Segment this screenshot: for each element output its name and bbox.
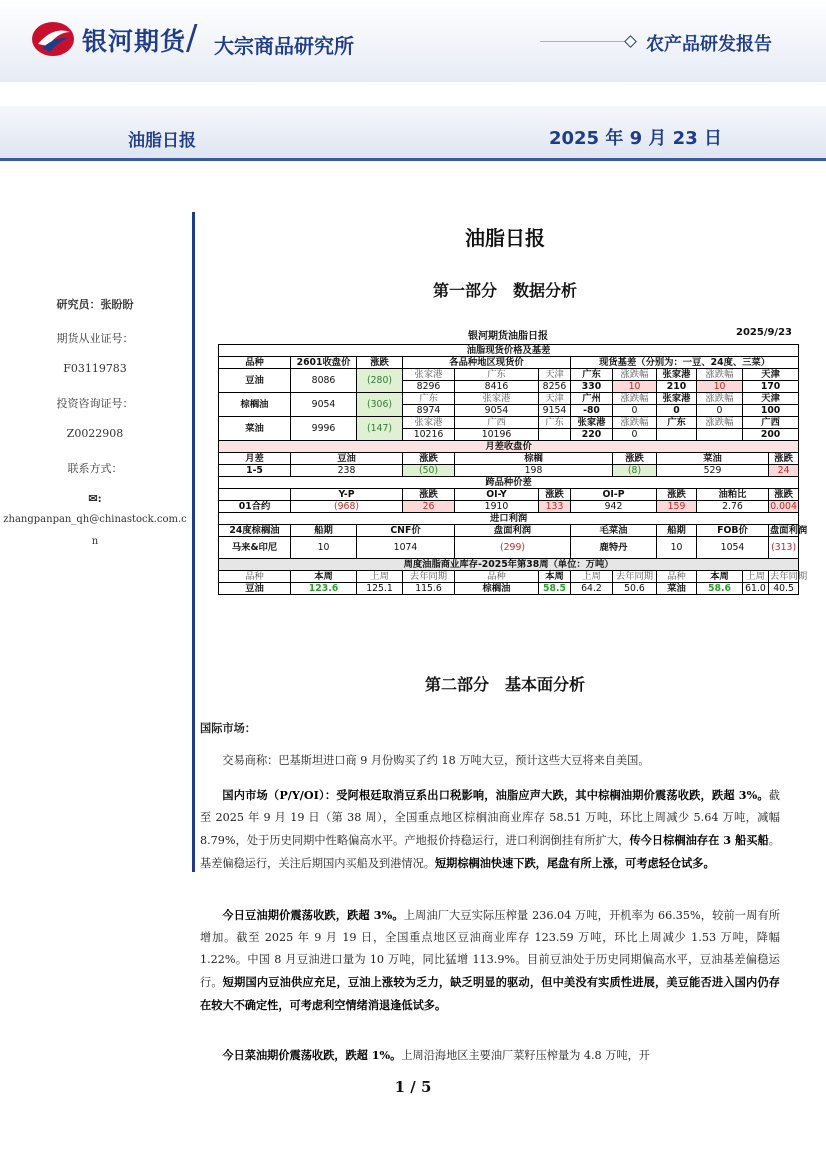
spread-value: 238 — [291, 465, 403, 477]
basis-value: 100 — [743, 405, 799, 417]
spread-label: 1-5 — [219, 465, 291, 477]
galaxy-logo-icon — [30, 20, 76, 58]
intl-text: 交易商称：巴基斯坦进口商 9 月份购买了约 18 万吨大豆，预计这些大豆将来自美国。 — [222, 754, 650, 767]
price-cell: 9054 — [455, 405, 539, 417]
variety-cell: 棕榈油 — [219, 393, 291, 417]
cross-value: 1910 — [455, 501, 539, 513]
license-number: F03119783 — [63, 362, 127, 375]
basis-value: 170 — [743, 381, 799, 393]
stock-header: 品种 — [657, 571, 697, 583]
header-line — [540, 41, 626, 42]
price-cell: 9154 — [539, 405, 571, 417]
brand-name: 银河期货 — [82, 27, 187, 56]
rape-lead: 今日菜油期价震荡收跌，跌超 1%。 — [222, 1048, 402, 1062]
cross-label: 01合约 — [219, 501, 291, 513]
region-cell: 张家港 — [403, 417, 455, 429]
basis-chg: 0 — [613, 405, 657, 417]
variety-cell: 菜油 — [219, 417, 291, 441]
cross-chg: 133 — [539, 501, 571, 513]
price-cell — [539, 429, 571, 441]
spread-chg: (50) — [403, 465, 455, 477]
import-cell: (299) — [455, 537, 571, 559]
chg-cell: (147) — [357, 417, 403, 441]
soy-view: 短期国内豆油供应充足，豆油上涨较为乏力，缺乏明显的驱动，但中美没有实质性进展，美豆能否进入国内仍存在较大不确定性，可考虑利空情绪消退逢低试多。 — [200, 975, 780, 1012]
palm-text2: 。基差偏稳运行，关注后期国内买船及到港情况。 — [200, 834, 780, 870]
region-cell: 张家港 — [455, 393, 539, 405]
header-cell: OI-Y — [455, 489, 539, 501]
stock-header: 去年同期 — [613, 571, 657, 583]
stock-cell: 125.1 — [357, 583, 403, 595]
header-cell: 涨跌 — [539, 489, 571, 501]
stock-cell: 115.6 — [403, 583, 455, 595]
stock-cell: 123.6 — [291, 583, 357, 595]
section-import: 进口利润 — [219, 513, 799, 525]
import-cell: (313) — [769, 537, 799, 559]
palm-view: 短期棕榈油快速下跌，尾盘有所上涨，可考虑轻仓试多。 — [434, 856, 715, 870]
envelope-icon: ✉ — [88, 492, 98, 505]
stock-header: 本周 — [291, 571, 357, 583]
import-cell: 10 — [657, 537, 697, 559]
price-cell: 8256 — [539, 381, 571, 393]
header-cell: OI-P — [571, 489, 657, 501]
cross-chg: 0.004 — [770, 501, 797, 512]
stock-cell: 豆油 — [219, 583, 291, 595]
basis-value: -80 — [571, 405, 613, 417]
header-cell: Y-P — [291, 489, 403, 501]
stock-header: 本周 — [539, 571, 571, 583]
section-spread: 月差收盘价 — [219, 441, 799, 453]
soy-paragraph — [200, 904, 780, 1017]
close-cell: 9996 — [291, 417, 357, 441]
spread-value: 529 — [657, 465, 769, 477]
page-number: 1 / 5 — [394, 1078, 432, 1096]
rape-paragraph — [200, 1044, 780, 1067]
price-cell: 8416 — [455, 381, 539, 393]
chg-cell: (306) — [357, 393, 403, 417]
stock-header: 上周 — [743, 571, 769, 583]
diamond-icon — [624, 35, 637, 48]
basis-cell: 广东 — [571, 369, 613, 381]
palm-buy: 传今日棕榈油存在 3 船买船 — [629, 833, 769, 847]
stock-header: 品种 — [219, 571, 291, 583]
part1-heading: 第一部分 数据分析 — [432, 281, 577, 300]
palm-paragraph — [200, 784, 780, 875]
sidebar-divider — [192, 212, 195, 872]
stock-cell: 40.5 — [769, 583, 799, 595]
report-title: 油脂日报 — [128, 131, 196, 151]
stock-cell: 58.6 — [697, 583, 743, 595]
price-cell: 8974 — [403, 405, 455, 417]
stock-header: 去年同期 — [403, 571, 455, 583]
header-cell: 盘面利润 — [770, 525, 808, 536]
cross-value: 2.76 — [697, 501, 769, 513]
price-cell: 10196 — [455, 429, 539, 441]
basis-value: 330 — [571, 381, 613, 393]
basis-cell: 天津 — [743, 393, 799, 405]
basis-cell: 张家港 — [657, 369, 697, 381]
license-label: 期货从业证号： — [56, 332, 134, 345]
header-cell: 月差 — [219, 453, 291, 465]
top-header — [0, 0, 826, 82]
stock-header: 本周 — [697, 571, 743, 583]
basis-value: 210 — [657, 381, 697, 393]
header-cell: 船期 — [657, 525, 697, 537]
table-title: 银河期货油脂日报 — [468, 331, 548, 342]
soy-text: 上周油厂大豆实际压榨量 236.04 万吨，开机率为 66.35%，较前一周有所增加。截至 2025 年 9 月 19 日，全国重点地区豆油商业库存 123.59 万吨，环比上周减少 1.53 万吨，降幅 1.22%。中国 8 月豆油进口量为 10 万吨，同比猛增 113.9%。目前豆油处于历史同期偏高水平，豆油基差偏稳运行。 — [200, 909, 781, 989]
header-cell: 品种 — [219, 357, 291, 369]
basis-value — [657, 429, 697, 441]
basis-cell: 涨跌幅 — [613, 393, 657, 405]
basis-cell: 涨跌幅 — [613, 417, 657, 429]
header-cell: 涨跌 — [357, 357, 403, 369]
basis-cell: 涨跌幅 — [697, 417, 743, 429]
region-cell: 张家港 — [403, 369, 455, 381]
stock-cell: 61.0 — [743, 583, 769, 595]
stock-cell: 菜油 — [657, 583, 697, 595]
email-suffix: : — [97, 492, 102, 505]
rape-text: 上周沿海地区主要油厂菜籽压榨量为 4.8 万吨，开 — [401, 1049, 650, 1062]
header-cell: 涨跌 — [769, 489, 799, 501]
report-type: 农产品研发报告 — [646, 34, 772, 55]
header-cell: FOB价 — [697, 525, 769, 537]
region-cell: 广东 — [455, 369, 539, 381]
basis-cell: 涨跌幅 — [697, 369, 743, 381]
basis-chg: 0 — [613, 429, 657, 441]
basis-value: 220 — [571, 429, 613, 441]
stock-cell: 58.5 — [539, 583, 571, 595]
price-cell: 8296 — [403, 381, 455, 393]
soy-lead: 今日豆油期价震荡收跌，跌超 3%。 — [222, 908, 404, 922]
basis-cell: 涨跌幅 — [697, 393, 743, 405]
header-cell: 油粕比 — [697, 489, 769, 501]
region-cell: 天津 — [539, 369, 571, 381]
variety-cell: 豆油 — [219, 369, 291, 393]
spread-chg: (8) — [613, 465, 657, 477]
email-address[interactable]: zhangpanpan_qh@chinastock.com.c — [3, 514, 187, 525]
header-cell — [219, 489, 291, 501]
report-date: 2025 年 9 月 23 日 — [548, 128, 722, 149]
basis-cell: 广西 — [743, 417, 799, 429]
header-cell: 棕榈 — [455, 453, 613, 465]
header-cell: 涨跌 — [657, 489, 697, 501]
basis-chg: 0 — [697, 405, 743, 417]
contact-label: 联系方式： — [67, 462, 123, 475]
part2-heading: 第二部分 基本面分析 — [424, 675, 585, 694]
basis-cell: 涨跌幅 — [613, 369, 657, 381]
close-cell: 8086 — [291, 369, 357, 393]
spread-chg: 24 — [769, 465, 799, 477]
import-cell: 10 — [291, 537, 357, 559]
stock-header: 上周 — [357, 571, 403, 583]
import-cell: 鹿特丹 — [571, 537, 657, 559]
basis-value: 200 — [743, 429, 799, 441]
cross-chg: 26 — [403, 501, 455, 513]
stock-cell: 50.6 — [613, 583, 657, 595]
region-cell: 广东 — [403, 393, 455, 405]
section-cross: 跨品种价差 — [219, 477, 799, 489]
cross-chg: 159 — [657, 501, 697, 513]
header-cell: 涨跌 — [403, 453, 455, 465]
header-cell: 涨跌 — [769, 453, 799, 465]
stock-header: 品种 — [455, 571, 539, 583]
header-cell: 涨跌 — [613, 453, 657, 465]
stock-header: 去年同期 — [770, 571, 808, 582]
spread-value: 198 — [455, 465, 613, 477]
oils-data-table — [218, 344, 808, 595]
header-cell: 2601收盘价 — [291, 357, 357, 369]
header-cell: CNF价 — [357, 525, 455, 537]
title-band — [0, 106, 826, 161]
intl-label: 国际市场： — [200, 722, 256, 735]
basis-cell: 广州 — [571, 393, 613, 405]
stock-cell: 棕榈油 — [455, 583, 539, 595]
header-cell: 涨跌 — [403, 489, 455, 501]
import-cell: 1074 — [357, 537, 455, 559]
institute-name: 大宗商品研究所 — [214, 34, 354, 58]
close-cell: 9054 — [291, 393, 357, 417]
price-cell: 10216 — [403, 429, 455, 441]
basis-chg: 10 — [697, 381, 743, 393]
region-cell: 广东 — [539, 417, 571, 429]
palm-lead: 国内市场（P/Y/OI）：受阿根廷取消豆系出口税影响，油脂应声大跌，其中棕榈油期价震荡收跌，跌超 3%。 — [222, 788, 769, 802]
header-cell: 现货基差（分别为：一豆、24度、三菜） — [571, 357, 799, 369]
header-cell: 菜油 — [657, 453, 769, 465]
region-cell: 天津 — [539, 393, 571, 405]
section-spot: 油脂现货价格及基差 — [219, 345, 799, 357]
import-cell: 马来&印尼 — [219, 537, 291, 559]
header-cell: 各品种地区现货价 — [403, 357, 571, 369]
email-address-cont: n — [91, 536, 99, 547]
basis-value: 0 — [657, 405, 697, 417]
section-stock: 周度油脂商业库存-2025年第38周（单位：万吨） — [219, 559, 799, 571]
researcher: 研究员：张盼盼 — [56, 298, 134, 311]
header-cell: 盘面利润 — [455, 525, 571, 537]
import-cell: 1054 — [697, 537, 769, 559]
basis-cell: 广东 — [657, 417, 697, 429]
brand-divider: / — [186, 18, 198, 58]
region-cell: 广西 — [455, 417, 539, 429]
advisory-label: 投资咨询证号： — [56, 397, 134, 410]
header-cell: 豆油 — [291, 453, 403, 465]
header-cell: 毛菜油 — [571, 525, 657, 537]
basis-cell: 张家港 — [657, 393, 697, 405]
palm-text: 截至 2025 年 9 月 19 日（第 38 周），全国重点地区棕榈油商业库存 58.51 万吨，环比上周减少 5.64 万吨，减幅 8.79%，处于历史同期中性略偏高水平。产地报价持稳运行，进口利润倒挂有所扩大， — [200, 789, 780, 847]
basis-chg: 10 — [613, 381, 657, 393]
cross-value: 942 — [571, 501, 657, 513]
basis-cell: 张家港 — [571, 417, 613, 429]
chg-cell: (280) — [357, 369, 403, 393]
email-row — [0, 492, 190, 505]
stock-header: 上周 — [571, 571, 613, 583]
basis-cell: 天津 — [743, 369, 799, 381]
header-cell: 24度棕榈油 — [219, 525, 291, 537]
doc-title: 油脂日报 — [465, 226, 545, 250]
advisory-number: Z0022908 — [66, 427, 124, 440]
cross-value: (968) — [291, 501, 403, 513]
basis-chg — [697, 429, 743, 441]
header-cell: 船期 — [291, 525, 357, 537]
stock-cell: 64.2 — [571, 583, 613, 595]
table-date: 2025/9/23 — [735, 327, 792, 338]
